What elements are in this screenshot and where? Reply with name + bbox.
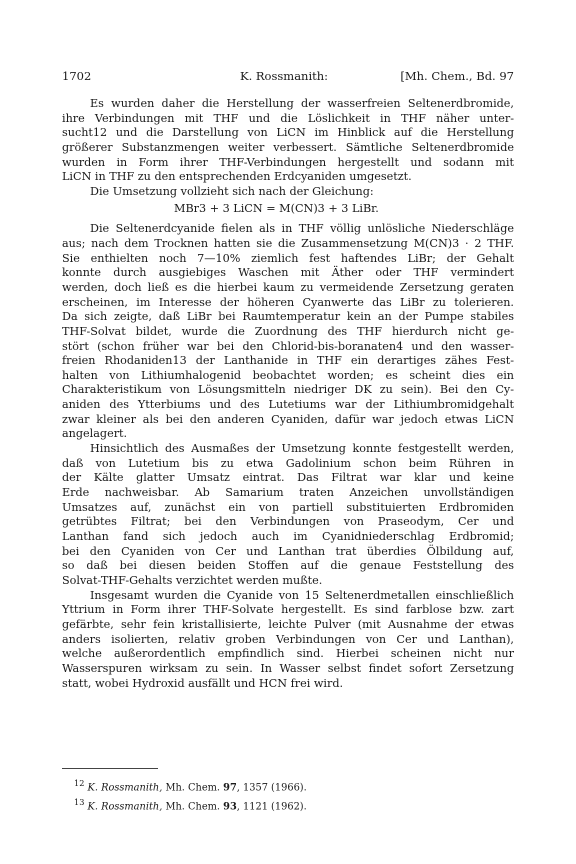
text-line: Lanthan fand sich jedoch auch im Cyanidniederschlag Erdbromid;: [62, 530, 514, 544]
footnote-mark: 12: [74, 778, 85, 788]
reaction-equation: MBr3 + 3 LiCN = M(CN)3 + 3 LiBr.: [174, 201, 379, 215]
text-line: Sie enthielten noch 7—10% ziemlich fest haftendes LiBr; der Gehalt: [62, 251, 514, 265]
paragraph-3: [62, 442, 514, 589]
page-number: 1702: [62, 69, 92, 83]
footnote-journal: Mh. Chem.: [162, 801, 224, 813]
text-line: stört (schon früher war bei den Chlorid-bis-boranaten4 und den wasser-: [62, 339, 514, 353]
text-line: Die Seltenerdcyanide fielen als in THF völlig unlösliche Niederschläge: [90, 222, 514, 236]
journal-reference: [Mh. Chem., Bd. 97: [400, 69, 514, 83]
footnote-divider: [62, 768, 158, 769]
text-line: ihre Verbindungen mit THF und die Löslichkeit in THF näher unter-: [62, 111, 514, 125]
text-line: zwar kleiner als bei den anderen Cyaniden, dafür war jedoch etwas LiCN: [62, 412, 514, 426]
text-line: Yttrium in Form ihrer THF-Solvate hergestellt. Es sind farblose bzw. zart: [62, 603, 514, 617]
text-line: Erde nachweisbar. Ab Samarium traten Anzeichen unvollständigen: [62, 486, 514, 500]
footnote-12: [74, 776, 514, 795]
text-line: bei den Cyaniden von Cer und Lanthan trat überdies Ölbildung auf,: [62, 544, 514, 558]
text-line: anders isolierten, relativ groben Verbindungen von Cer und Lanthan),: [62, 632, 514, 646]
text-line: Wasserspuren wirksam zu sein. In Wasser selbst findet sofort Zersetzung: [62, 661, 514, 675]
footnote-pages: , 1357 (1966).: [236, 782, 307, 794]
text-line: LiCN in THF zu den entsprechenden Erdcyaniden umgesetzt.: [62, 170, 412, 184]
text-line: getrübtes Filtrat; bei den Verbindungen von Praseodym, Cer und: [62, 515, 514, 529]
text-line: Insgesamt wurden die Cyanide von 15 Seltenerdmetallen einschließlich: [90, 588, 514, 602]
footnote-author: K. Rossmanith,: [87, 801, 163, 813]
footnote-volume: 97: [223, 782, 237, 794]
text-line: halten von Lithiumhalogenid beobachtet worden; es scheint dies ein: [62, 368, 514, 382]
text-line: größerer Substanzmengen weiter verbessert. Sämtliche Seltenerdbromide: [62, 140, 514, 154]
text-line: Hinsichtlich des Ausmaßes der Umsetzung konnte festgestellt werden,: [90, 442, 514, 456]
text-line: gefärbte, sehr fein kristallisierte, leichte Pulver (mit Ausnahme der etwas: [62, 617, 514, 631]
footnote-mark: 13: [74, 797, 85, 808]
paragraph-1: [62, 97, 514, 200]
running-author: K. Rossmanith:: [240, 69, 329, 83]
text-line: Da sich zeigte, daß LiBr bei Raumtemperatur kein an der Pumpe stabiles: [62, 310, 514, 324]
text-line: so daß bei diesen beiden Stoffen auf die genaue Feststellung des: [62, 559, 514, 573]
text-line: statt, wobei Hydroxid ausfällt und HCN frei wird.: [62, 676, 344, 690]
paragraph-2: [62, 222, 514, 442]
text-line: welche außerordentlich empfindlich sind. Hierbei scheinen nicht nur: [62, 647, 514, 661]
text-line: angelagert.: [62, 427, 128, 441]
text-line: sucht12 und die Darstellung von LiCN im Hinblick auf die Herstellung: [62, 126, 514, 140]
text-line: Charakteristikum von Lösungsmitteln niedriger DK zu sein). Bei den Cy-: [62, 383, 514, 397]
paragraph-4: [62, 589, 514, 692]
text-line: daß von Lutetium bis zu etwa Gadolinium schon beim Rühren in: [62, 456, 514, 470]
text-line: werden, doch ließ es die hierbei kaum zu vermeidende Zersetzung geraten: [62, 280, 514, 294]
footnote-13: [74, 795, 514, 814]
text-line: freien Rhodaniden13 der Lanthanide in THF ein derartiges zähes Fest-: [62, 354, 514, 368]
text-line: Die Umsetzung vollzieht sich nach der Gleichung:: [90, 184, 374, 198]
text-line: der Kälte glatter Umsatz eintrat. Das Filtrat war klar und keine: [62, 471, 514, 485]
text-line: wurden in Form ihrer THF-Verbindungen hergestellt und sodann mit: [62, 155, 514, 169]
text-line: THF-Solvat bildet, wurde die Zuordnung des THF hierdurch nicht ge-: [62, 324, 514, 338]
text-line: aniden des Ytterbiums und des Lutetiums war der Lithiumbromidgehalt: [62, 398, 514, 412]
footnote-volume: 93: [223, 801, 237, 813]
text-line: Solvat-THF-Gehalts verzichtet werden mußte.: [62, 574, 323, 587]
text-line: Es wurden daher die Herstellung der wasserfreien Seltenerdbromide,: [90, 97, 514, 110]
text-line: erscheinen, im Interesse der höheren Cyanwerte das LiBr zu tolerieren.: [62, 295, 514, 309]
text-line: konnte durch ausgiebiges Waschen mit Äther oder THF vermindert: [62, 266, 514, 280]
footnote-author: K. Rossmanith,: [87, 782, 163, 794]
footnote-pages: , 1121 (1962).: [236, 801, 307, 813]
footnote-journal: Mh. Chem.: [162, 782, 224, 794]
article-body: [62, 97, 514, 691]
text-line: Umsatzes auf, zunächst ein von partiell substituierten Erdbromiden: [62, 500, 514, 514]
running-header: [62, 69, 514, 85]
text-line: aus; nach dem Trocknen hatten sie die Zusammensetzung M(CN)3 · 2 THF.: [62, 236, 514, 250]
footnotes: [74, 776, 514, 815]
